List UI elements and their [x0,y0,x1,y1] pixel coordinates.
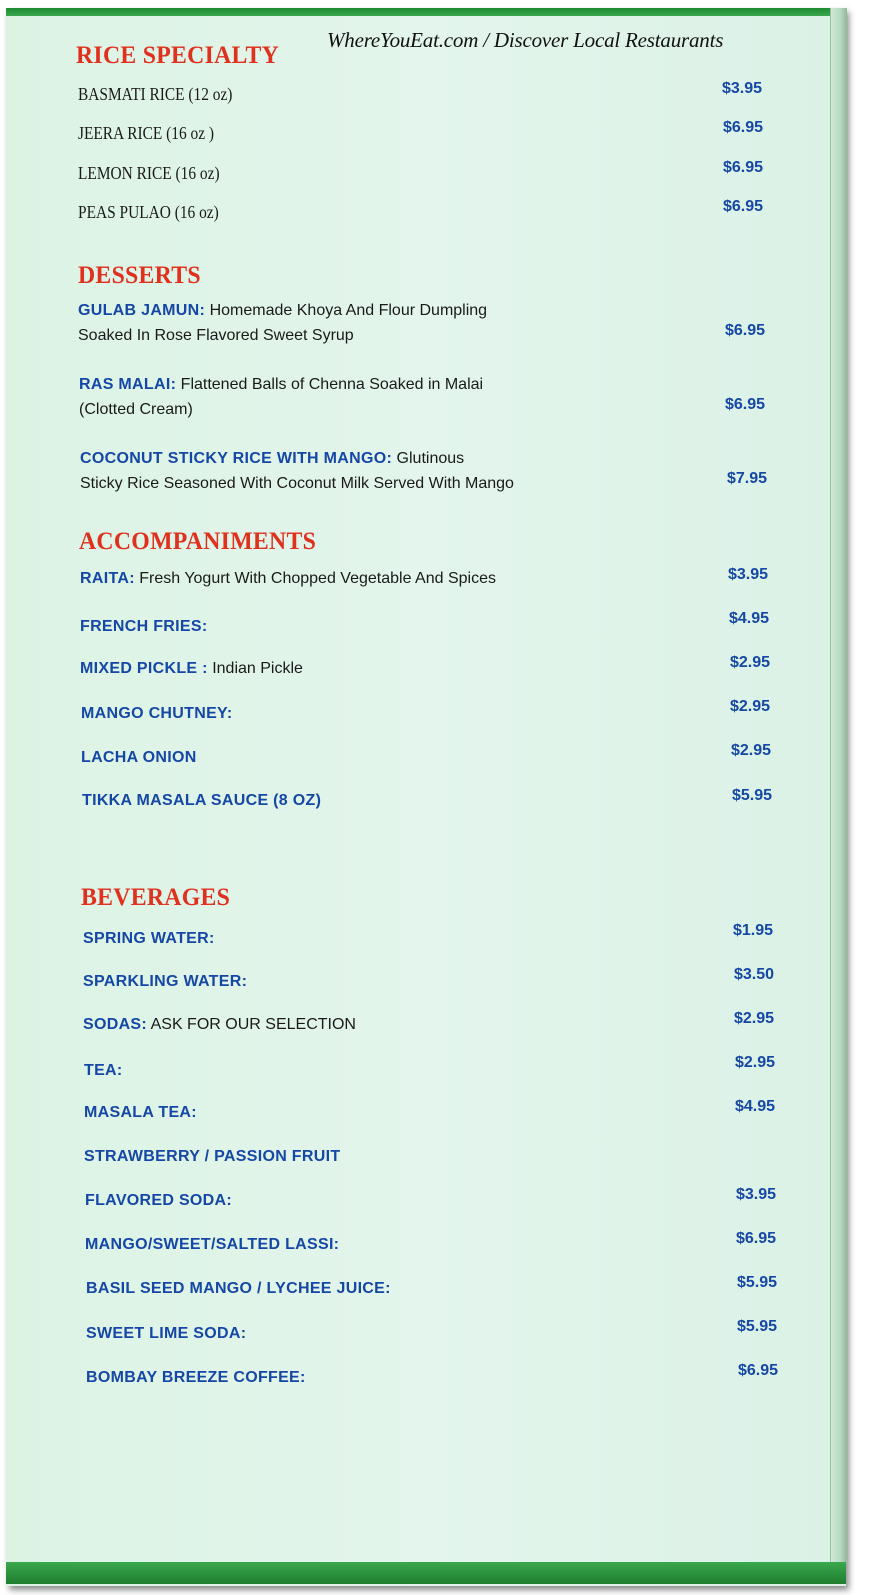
item-name: LACHA ONION [81,749,197,766]
item-price: $4.95 [735,1098,776,1115]
page-right-edge [830,8,847,1564]
item-name: SODAS: [83,1016,148,1033]
item-name: BASMATI RICE (12 oz) [78,84,233,104]
menu-item [85,1234,339,1254]
menu-item [80,568,496,588]
item-name: SPRING WATER: [83,930,215,947]
item-name: JEERA RICE (16 oz ) [78,123,215,143]
item-price: $2.95 [730,698,771,715]
menu-item [81,747,197,767]
item-price: $3.50 [734,966,775,983]
menu-item [80,658,303,678]
menu-item [84,1146,340,1166]
menu-item [80,616,207,636]
item-description: Glutinous [392,450,465,467]
item-name: RAITA: [80,570,135,587]
item-price: $5.95 [737,1274,778,1291]
item-name: SPARKLING WATER: [83,973,248,990]
item-price: $6.95 [738,1362,779,1379]
menu-item [85,1190,232,1210]
menu-item [84,1060,123,1080]
menu-item [86,1367,306,1387]
item-price: $3.95 [722,80,763,97]
item-price: $6.95 [736,1230,777,1247]
item-description: Flattened Balls of Chenna Soaked in Malai [176,376,484,393]
item-description-line2: Sticky Rice Seasoned With Coconut Milk Served With Mango [80,475,514,492]
menu-item [83,1014,356,1034]
item-name: STRAWBERRY / PASSION FRUIT [84,1148,341,1165]
item-description: Fresh Yogurt With Chopped Vegetable And Spices [134,570,496,587]
section-heading: BEVERAGES [81,884,231,911]
item-price: $2.95 [731,742,772,759]
item-name: BOMBAY BREEZE COFFEE: [86,1369,306,1386]
item-name: BASIL SEED MANGO / LYCHEE JUICE: [86,1280,391,1297]
item-price: $7.95 [727,470,768,487]
item-name: MIXED PICKLE : [80,660,208,677]
item-price: $5.95 [737,1318,778,1335]
top-green-band [6,8,832,16]
item-price: $4.95 [729,610,770,627]
item-name: SWEET LIME SODA: [86,1325,247,1342]
menu-item [83,971,247,991]
item-price: $6.95 [723,119,764,136]
menu-item [81,703,232,723]
item-name: FRENCH FRIES: [80,618,208,635]
item-price: $2.95 [734,1010,775,1027]
item-name: RAS MALAI: [79,376,177,393]
item-price: $3.95 [736,1186,777,1203]
item-name: GULAB JAMUN: [78,302,206,319]
menu-item [86,1278,391,1298]
menu-item [84,1102,197,1122]
menu-item [82,790,321,810]
menu-item [78,163,220,184]
item-name: MASALA TEA: [84,1104,197,1121]
item-description-line2: Soaked In Rose Flavored Sweet Syrup [78,327,354,344]
item-price: $6.95 [725,322,766,339]
menu-item [78,84,232,105]
menu-item [78,123,214,144]
item-price: $1.95 [733,922,774,939]
item-name: COCONUT STICKY RICE WITH MANGO: [80,450,393,467]
menu-item [83,928,215,948]
item-price: $6.95 [723,198,764,215]
item-name: LEMON RICE (16 oz) [78,163,220,183]
item-price: $3.95 [728,566,769,583]
item-price: $6.95 [725,396,766,413]
menu-item [78,300,487,320]
item-name: MANGO CHUTNEY: [81,705,233,722]
item-name: TEA: [84,1062,123,1079]
item-price: $2.95 [735,1054,776,1071]
item-description: Indian Pickle [207,660,303,677]
item-price: $5.95 [732,787,773,804]
menu-item [79,374,483,394]
menu-item [86,1323,246,1343]
menu-item [78,202,219,223]
item-description-line2: (Clotted Cream) [79,401,193,418]
item-name: PEAS PULAO (16 oz) [78,202,219,222]
menu-item [80,448,464,468]
bottom-green-band [6,1562,846,1584]
section-heading: ACCOMPANIMENTS [79,528,317,555]
item-name: MANGO/SWEET/SALTED LASSI: [85,1236,340,1253]
item-price: $2.95 [730,654,771,671]
section-heading: RICE SPECIALTY [76,42,280,69]
item-name: FLAVORED SODA: [85,1192,233,1209]
item-price: $6.95 [723,159,764,176]
item-description: ASK FOR OUR SELECTION [147,1016,356,1033]
section-heading: DESSERTS [78,262,201,289]
watermark: WhereYouEat.com / Discover Local Restaurants [327,28,724,52]
item-description: Homemade Khoya And Flour Dumpling [205,302,488,319]
item-name: TIKKA MASALA SAUCE (8 OZ) [82,792,322,809]
